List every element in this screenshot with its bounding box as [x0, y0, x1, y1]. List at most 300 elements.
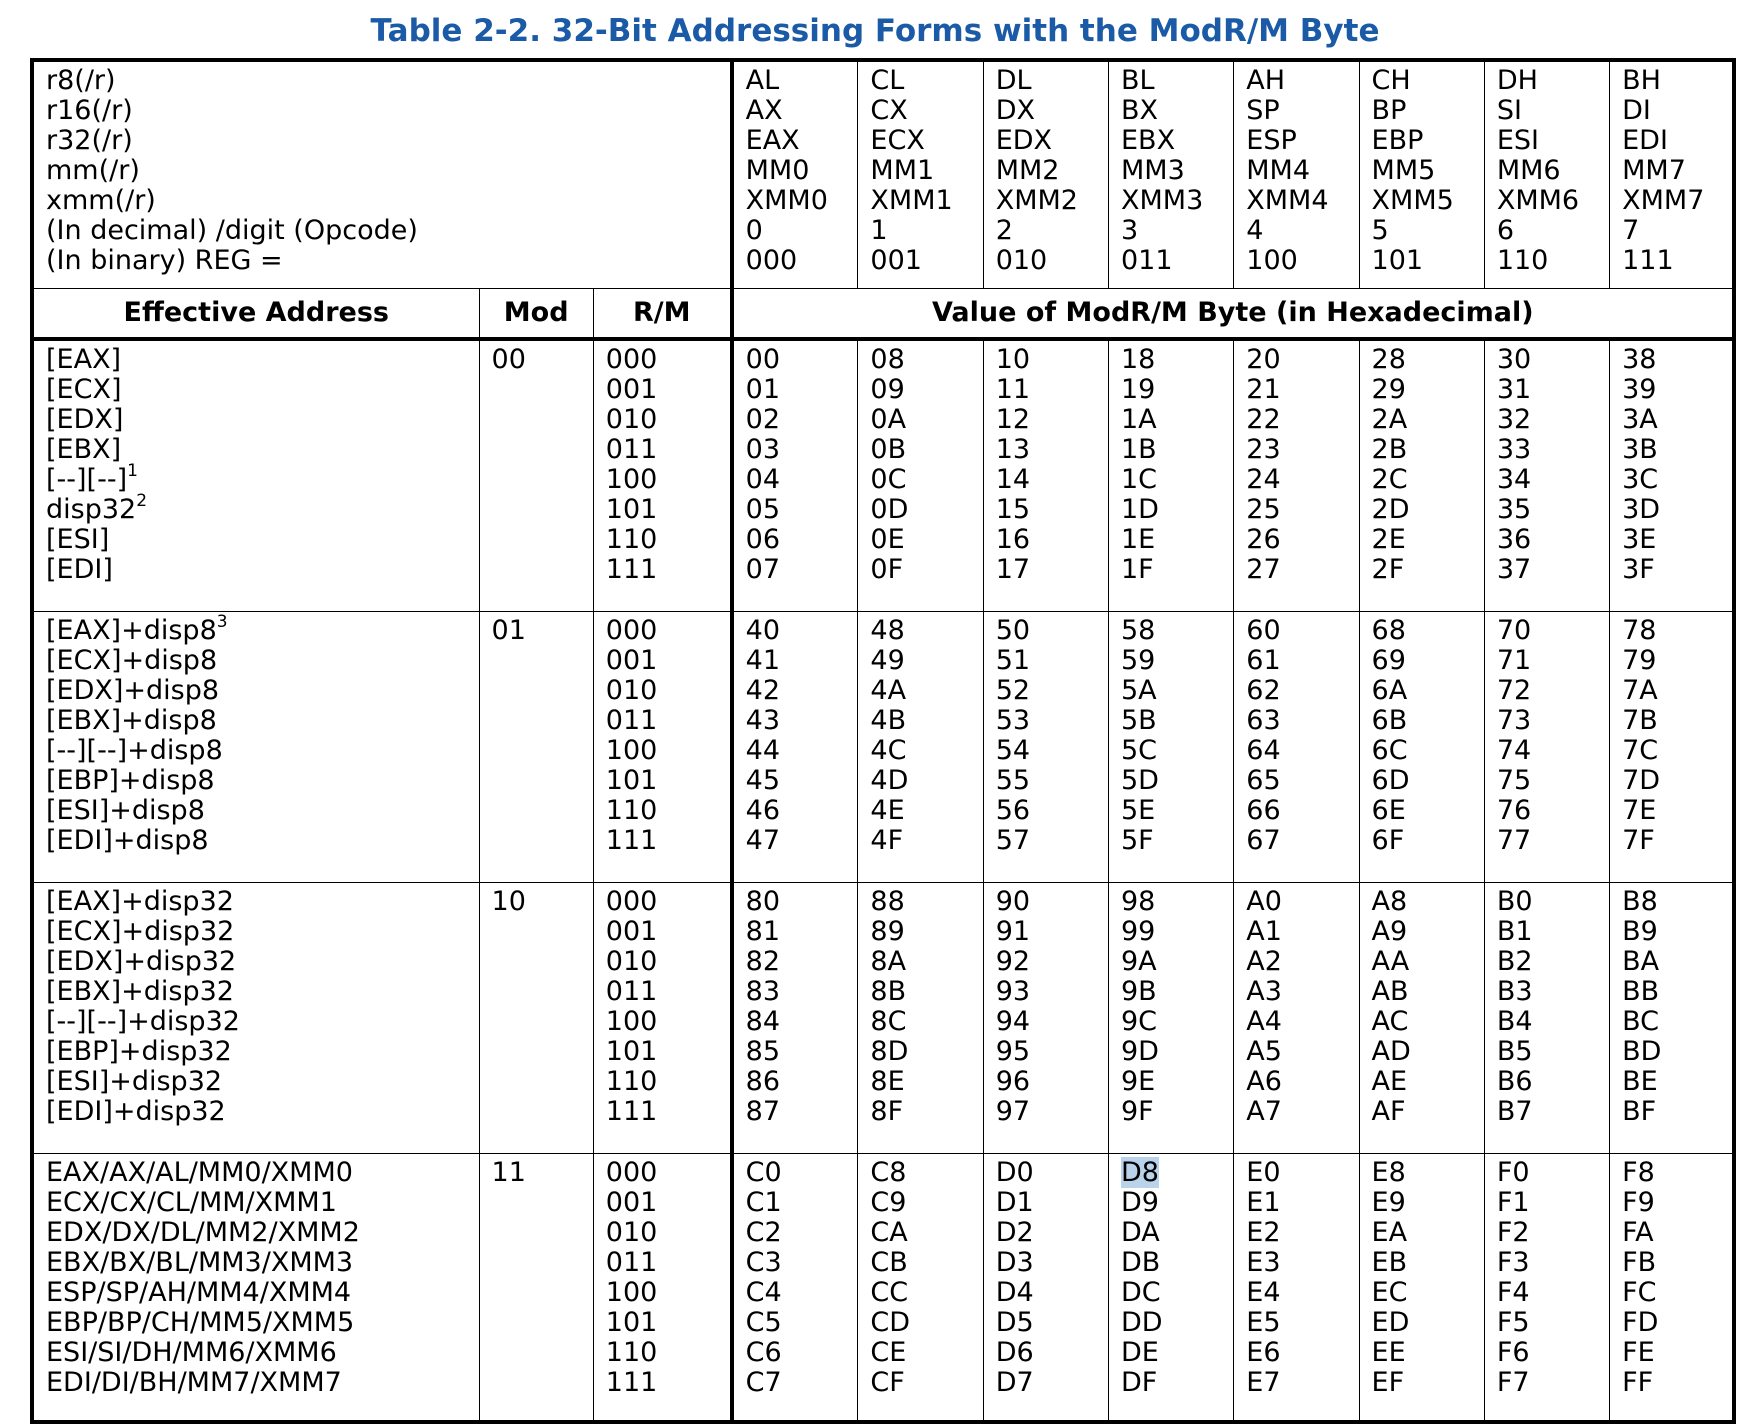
hex-value — [1246, 1158, 1346, 1188]
rm-value — [606, 525, 718, 555]
hex-value — [996, 1218, 1096, 1248]
hex-value — [996, 1338, 1096, 1368]
rm-value — [606, 495, 718, 525]
hex-value-text: 78 — [1622, 615, 1657, 646]
register-column-cl — [858, 60, 983, 289]
mod-value — [492, 887, 581, 917]
hex-value — [746, 1188, 846, 1218]
hex-value-text: 63 — [1246, 705, 1281, 736]
register-header-label-text: (In binary) REG = — [46, 245, 283, 276]
hex-value-text: EE — [1371, 1337, 1406, 1368]
hex-value — [1246, 345, 1346, 375]
hex-value-text: ED — [1371, 1307, 1410, 1338]
hex-value — [746, 555, 846, 585]
rm-value-text: 100 — [605, 1006, 658, 1037]
register-name-text: MM3 — [1120, 155, 1185, 186]
hex-value — [1372, 1308, 1472, 1338]
hex-value — [1372, 525, 1472, 555]
hex-value-text: 09 — [870, 374, 905, 405]
hex-value-text: 1B — [1120, 434, 1157, 465]
hex-value-text: 03 — [745, 434, 780, 465]
register-column-al — [732, 60, 858, 289]
register-name — [1372, 126, 1472, 156]
register-name — [1372, 96, 1472, 126]
hex-value — [1246, 917, 1346, 947]
hex-value — [1372, 555, 1472, 585]
hex-value — [870, 646, 970, 676]
register-name — [1121, 216, 1221, 246]
hex-value-text: 1C — [1120, 464, 1158, 495]
hex-value-text: 68 — [1371, 615, 1406, 646]
mod-cell — [479, 1154, 593, 1423]
hex-value — [746, 375, 846, 405]
hex-value — [996, 1037, 1096, 1067]
hex-value — [996, 375, 1096, 405]
hex-value — [746, 495, 846, 525]
hex-value — [996, 977, 1096, 1007]
hex-value — [1497, 1308, 1597, 1338]
rm-value — [606, 796, 718, 826]
hex-value-cell — [983, 883, 1108, 1154]
hex-value-cell — [1359, 612, 1484, 883]
hex-value-text: A2 — [1246, 946, 1282, 977]
hex-value-text: DA — [1120, 1217, 1160, 1248]
register-header-label-text: (In decimal) /digit (Opcode) — [46, 215, 418, 246]
hex-value — [1121, 1368, 1221, 1398]
hex-value-cell — [1234, 883, 1359, 1154]
hex-value-text: 0E — [870, 524, 905, 555]
mod-group-row — [32, 612, 1734, 883]
effective-address-text: [EDI] — [46, 554, 113, 585]
register-header-label — [46, 66, 718, 96]
register-name — [1121, 96, 1221, 126]
hex-value — [746, 977, 846, 1007]
register-name — [1372, 156, 1472, 186]
hex-value — [746, 736, 846, 766]
hex-value — [1372, 736, 1472, 766]
hex-value-text: 80 — [745, 886, 780, 917]
rm-value-text: 111 — [605, 1367, 658, 1398]
hex-value-text: 36 — [1496, 524, 1532, 555]
register-name-text: 110 — [1496, 245, 1549, 276]
hex-value-text: F9 — [1622, 1187, 1655, 1218]
hex-value-text: 51 — [995, 645, 1031, 676]
hex-value — [870, 826, 970, 856]
mod-value-text: 00 — [491, 344, 526, 375]
hex-value-cell — [1484, 1154, 1609, 1423]
hex-value — [1622, 1278, 1720, 1308]
hex-value-text: 13 — [995, 434, 1031, 465]
register-header-label — [46, 156, 718, 186]
rm-value — [606, 826, 718, 856]
hex-value — [1622, 646, 1720, 676]
footnote-marker: 1 — [127, 461, 138, 481]
effective-address — [46, 1338, 467, 1368]
rm-value — [606, 947, 718, 977]
hex-value — [996, 616, 1096, 646]
register-name-text: BX — [1120, 95, 1159, 126]
hex-value — [1622, 1248, 1720, 1278]
rm-value-text: 110 — [605, 1337, 658, 1368]
effective-address — [46, 646, 467, 676]
effective-address-text: ESI/SI/DH/MM6/XMM6 — [46, 1337, 337, 1368]
rm-value — [606, 1188, 718, 1218]
hex-value-text: 99 — [1120, 916, 1156, 947]
hex-value-text: 5A — [1120, 675, 1157, 706]
effective-address — [46, 375, 467, 405]
register-column-bh — [1610, 60, 1734, 289]
register-name-text: 1 — [870, 215, 888, 246]
hex-value-text: FE — [1622, 1337, 1655, 1368]
mod-value — [492, 345, 581, 375]
register-name — [1497, 156, 1597, 186]
rm-value-text: 101 — [605, 765, 658, 796]
register-column-dh — [1484, 60, 1609, 289]
hex-value-text: D2 — [995, 1217, 1034, 1248]
hex-value-text: 9F — [1120, 1096, 1154, 1127]
register-name-text: 011 — [1120, 245, 1173, 276]
hex-value — [996, 796, 1096, 826]
effective-address — [46, 1097, 467, 1127]
rm-value — [606, 1338, 718, 1368]
rm-value — [606, 1067, 718, 1097]
hex-value-text: 50 — [995, 615, 1031, 646]
hex-value-text: 88 — [870, 886, 905, 917]
hex-value-text: 5C — [1120, 735, 1158, 766]
register-name-text: 101 — [1371, 245, 1424, 276]
register-header-label-text: r8(/r) — [46, 65, 116, 96]
hex-value — [996, 1308, 1096, 1338]
hex-value-text: 69 — [1371, 645, 1406, 676]
hex-value-text: F3 — [1496, 1247, 1530, 1278]
register-name — [1121, 246, 1221, 276]
effective-address-cell — [32, 1154, 479, 1423]
effective-address-cell — [32, 612, 479, 883]
hex-value-cell — [1359, 339, 1484, 612]
hex-value-text: 3B — [1622, 434, 1658, 465]
hex-value-text: CB — [870, 1247, 908, 1278]
hex-value-text: 6D — [1371, 765, 1410, 796]
hex-value-text: 92 — [995, 946, 1031, 977]
register-name-text: 0 — [745, 215, 763, 246]
hex-value-text: 3D — [1622, 494, 1661, 525]
hex-value — [746, 917, 846, 947]
register-name-text: 111 — [1622, 245, 1674, 276]
mod-group-row — [32, 1154, 1734, 1423]
register-name-text: XMM6 — [1496, 185, 1580, 216]
hex-value-text: A7 — [1246, 1096, 1282, 1127]
rm-value-text: 001 — [605, 1187, 658, 1218]
hex-value-text: 52 — [995, 675, 1031, 706]
hex-value-text: FF — [1622, 1367, 1654, 1398]
hex-value — [746, 405, 846, 435]
mod-value-text: 01 — [491, 615, 526, 646]
hex-value — [1497, 1097, 1597, 1127]
hex-value-text: 05 — [745, 494, 780, 525]
hex-value — [746, 706, 846, 736]
hex-value — [1497, 1248, 1597, 1278]
hex-value — [746, 676, 846, 706]
hex-value — [746, 345, 846, 375]
rm-value — [606, 616, 718, 646]
hex-value-text: F7 — [1496, 1367, 1530, 1398]
hex-value-text: 8D — [870, 1036, 909, 1067]
effective-address — [46, 491, 467, 525]
hex-value-text: D1 — [995, 1187, 1034, 1218]
hex-value-text: E6 — [1246, 1337, 1281, 1368]
hex-value-cell — [1484, 612, 1609, 883]
effective-address-text: disp32 — [46, 494, 137, 525]
hex-value-cell — [732, 612, 858, 883]
register-column-ch — [1359, 60, 1484, 289]
register-name — [1497, 186, 1597, 216]
effective-address — [46, 766, 467, 796]
hex-value-text: EC — [1371, 1277, 1408, 1308]
hex-value — [1372, 1218, 1472, 1248]
hex-value-cell — [1359, 883, 1484, 1154]
register-name-text: ESI — [1496, 125, 1539, 156]
hex-value-text: 67 — [1246, 825, 1281, 856]
hex-value-cell — [732, 883, 858, 1154]
hex-value-text: 47 — [745, 825, 780, 856]
hex-value — [870, 1037, 970, 1067]
hex-value — [996, 736, 1096, 766]
hex-value-text: 4E — [870, 795, 905, 826]
hex-value — [1622, 1097, 1720, 1127]
rm-value-text: 010 — [605, 1217, 658, 1248]
hex-value-text: FB — [1622, 1247, 1657, 1278]
hex-value-text: 6C — [1371, 735, 1408, 766]
hex-value-text: 32 — [1496, 404, 1532, 435]
hex-value — [1497, 1188, 1597, 1218]
table-title: Table 2-2. 32-Bit Addressing Forms with the ModR/M Byte — [370, 13, 1380, 49]
hex-value-text: C7 — [745, 1367, 782, 1398]
register-name — [1121, 156, 1221, 186]
hex-value — [1622, 525, 1720, 555]
register-name-text: DI — [1622, 95, 1651, 126]
rm-value — [606, 736, 718, 766]
hex-value-text: 0B — [870, 434, 907, 465]
register-header-label — [46, 246, 718, 276]
hex-value-text: B7 — [1496, 1096, 1533, 1127]
register-name — [746, 66, 846, 96]
hex-value — [1497, 555, 1597, 585]
hex-value — [996, 1067, 1096, 1097]
hex-value-text: A6 — [1246, 1066, 1282, 1097]
hex-value — [1121, 465, 1221, 495]
hex-value-cell — [858, 883, 983, 1154]
hex-value — [1121, 766, 1221, 796]
hex-value-text: E2 — [1246, 1217, 1281, 1248]
hex-value-text: 0F — [870, 554, 904, 585]
hex-value — [1497, 706, 1597, 736]
hex-value — [1372, 796, 1472, 826]
hex-value-text: 1A — [1120, 404, 1157, 435]
register-name-text: EAX — [745, 125, 800, 156]
hex-value-text: F1 — [1496, 1187, 1530, 1218]
hex-value — [1622, 1338, 1720, 1368]
hex-value — [1372, 1007, 1472, 1037]
rm-value-text: 001 — [605, 645, 658, 676]
hex-value — [1246, 796, 1346, 826]
hex-value-text: 71 — [1496, 645, 1532, 676]
register-name-text: EDX — [995, 125, 1053, 156]
register-name-text: EBP — [1371, 125, 1424, 156]
register-name-text: 6 — [1496, 215, 1515, 246]
hex-value-text: 73 — [1496, 705, 1532, 736]
hex-value — [1121, 826, 1221, 856]
hex-value-text: 00 — [745, 344, 780, 375]
register-name — [996, 126, 1096, 156]
hex-value — [1246, 887, 1346, 917]
hex-value — [1246, 766, 1346, 796]
register-header-label — [46, 96, 718, 126]
hex-value-text: B9 — [1622, 916, 1658, 947]
hex-value-text: 96 — [995, 1066, 1031, 1097]
hex-value-text: 40 — [745, 615, 780, 646]
hex-value — [1622, 465, 1720, 495]
effective-address-text: [--][--]+disp32 — [46, 1006, 240, 1037]
hex-value-cell — [1359, 1154, 1484, 1423]
hex-value — [1246, 1278, 1346, 1308]
hex-value-text: 37 — [1496, 554, 1532, 585]
register-name-text: XMM3 — [1120, 185, 1204, 216]
effective-address-text: [--][--] — [46, 464, 128, 495]
hex-value — [746, 766, 846, 796]
hex-value-text: A8 — [1371, 886, 1408, 917]
hex-value — [870, 495, 970, 525]
hex-value — [1372, 887, 1472, 917]
rm-value — [606, 1218, 718, 1248]
rm-value — [606, 1248, 718, 1278]
hex-value-text: E0 — [1246, 1157, 1281, 1188]
register-name — [996, 186, 1096, 216]
hex-value — [746, 1067, 846, 1097]
hex-value-text: CF — [870, 1367, 905, 1398]
register-name — [1246, 246, 1346, 276]
hex-value-cell — [1610, 612, 1734, 883]
hex-value — [870, 616, 970, 646]
hex-value — [1497, 1218, 1597, 1248]
hex-value — [1121, 676, 1221, 706]
mod-group-row — [32, 339, 1734, 612]
register-name — [1246, 156, 1346, 186]
hex-value-text: 1D — [1120, 494, 1159, 525]
hex-value-cell — [1108, 883, 1233, 1154]
rm-value — [606, 1037, 718, 1067]
effective-address-text: [ECX]+disp32 — [46, 916, 235, 947]
hex-value-text: 38 — [1622, 344, 1657, 375]
hex-value-text: 22 — [1246, 404, 1281, 435]
rm-value-text: 011 — [605, 1247, 658, 1278]
hex-value-text: 6E — [1371, 795, 1406, 826]
hex-value-text: 75 — [1496, 765, 1532, 796]
hex-value-text: BD — [1622, 1036, 1662, 1067]
hex-value — [1372, 405, 1472, 435]
rm-value — [606, 676, 718, 706]
hex-value-text: BB — [1622, 976, 1660, 1007]
hex-value — [1372, 1037, 1472, 1067]
hex-value-text: 8E — [870, 1066, 905, 1097]
hex-value — [1372, 826, 1472, 856]
register-name — [1246, 186, 1346, 216]
hex-value — [870, 1007, 970, 1037]
rm-value-text: 101 — [605, 1036, 658, 1067]
hex-value-text: F5 — [1496, 1307, 1530, 1338]
hex-value-cell — [1484, 883, 1609, 1154]
hex-value — [1622, 947, 1720, 977]
hex-value — [1497, 465, 1597, 495]
hex-value — [870, 525, 970, 555]
hex-value-text: 21 — [1246, 374, 1281, 405]
hex-value — [746, 1158, 846, 1188]
hex-value — [996, 465, 1096, 495]
register-name — [996, 96, 1096, 126]
hex-value-text: 7F — [1622, 825, 1655, 856]
hex-value — [1497, 1278, 1597, 1308]
register-name-text: BL — [1120, 65, 1155, 96]
hex-value-text: FC — [1622, 1277, 1657, 1308]
rm-value — [606, 1368, 718, 1398]
hex-value-text: 4A — [870, 675, 907, 706]
rm-value — [606, 465, 718, 495]
rm-value — [606, 1278, 718, 1308]
hex-value-text: 3E — [1622, 524, 1657, 555]
hex-value-text: 18 — [1120, 344, 1156, 375]
register-name-text: BH — [1622, 65, 1661, 96]
rm-value-text: 001 — [605, 374, 658, 405]
register-name — [746, 96, 846, 126]
register-name — [746, 246, 846, 276]
hex-value-text: 2D — [1371, 494, 1410, 525]
hex-value-text: CE — [870, 1337, 907, 1368]
hex-value-text: 14 — [995, 464, 1031, 495]
hex-value-text: 55 — [995, 765, 1031, 796]
hex-value-text: C0 — [745, 1157, 782, 1188]
rm-value — [606, 1097, 718, 1127]
register-name — [996, 156, 1096, 186]
register-name — [746, 186, 846, 216]
hex-value-text: B0 — [1496, 886, 1533, 917]
register-name — [1246, 96, 1346, 126]
hex-value-text: 79 — [1622, 645, 1657, 676]
hex-value-text: 98 — [1120, 886, 1156, 917]
register-name — [996, 66, 1096, 96]
hex-value-text: 48 — [870, 615, 905, 646]
hex-value — [996, 826, 1096, 856]
hex-value — [1622, 616, 1720, 646]
hex-value — [870, 917, 970, 947]
effective-address-text: [EAX]+disp8 — [46, 615, 217, 646]
hex-value — [1372, 1097, 1472, 1127]
hex-value-text: 3A — [1622, 404, 1658, 435]
hex-value-text: CC — [870, 1277, 909, 1308]
mod-cell — [479, 339, 593, 612]
hex-value — [746, 947, 846, 977]
hex-value-text: DB — [1120, 1247, 1161, 1278]
rm-value-text: 001 — [605, 916, 658, 947]
value-header: Value of ModR/M Byte (in Hexadecimal) — [732, 289, 1734, 340]
hex-value — [1372, 977, 1472, 1007]
hex-value-text: C5 — [745, 1307, 782, 1338]
hex-value — [1246, 1218, 1346, 1248]
register-name-text: XMM0 — [745, 185, 828, 216]
register-name-text: 000 — [745, 245, 798, 276]
rm-value-text: 110 — [605, 1066, 658, 1097]
rm-value-text: 111 — [605, 554, 658, 585]
hex-value — [996, 525, 1096, 555]
hex-value-text: 29 — [1371, 374, 1406, 405]
